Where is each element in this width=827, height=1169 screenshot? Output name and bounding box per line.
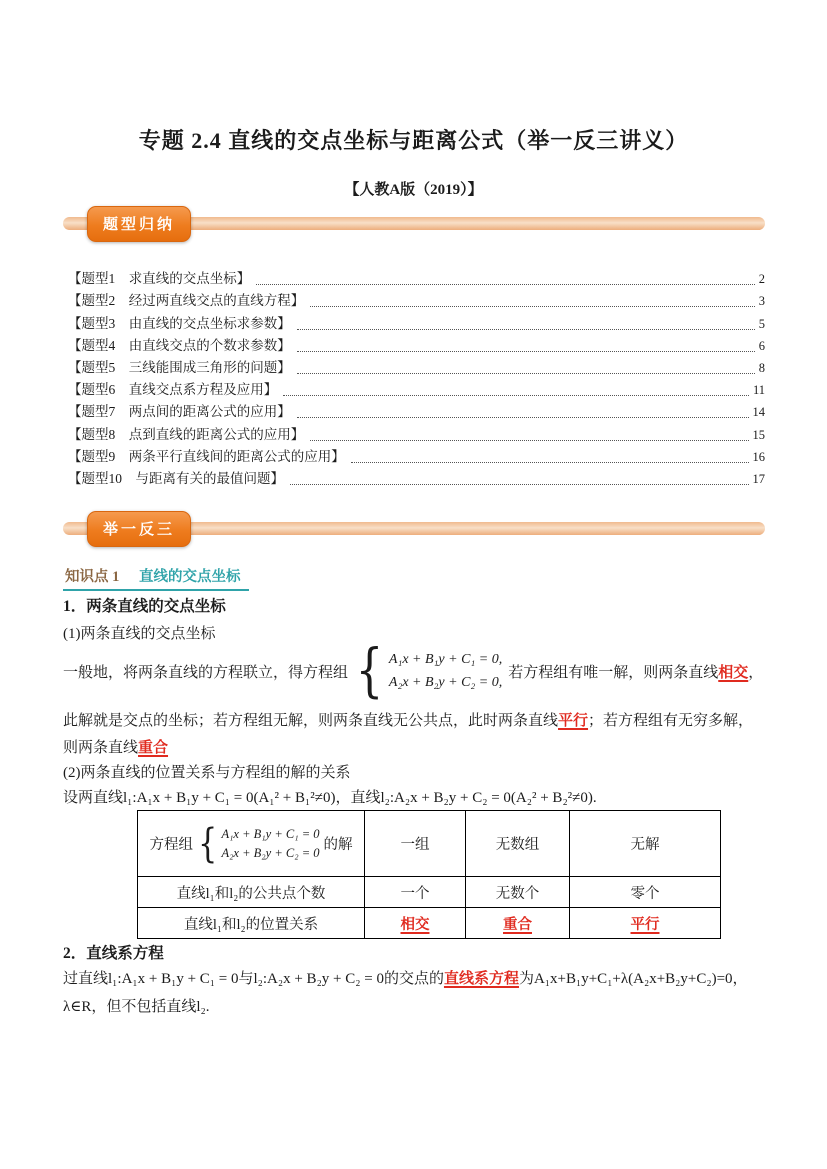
toc-dot-leader (283, 383, 749, 396)
toc-dot-leader (256, 272, 755, 285)
equation-1: A₁x + B₁y + C₁ = 0 (221, 826, 320, 841)
paragraph-1: (1)两条直线的交点坐标 (63, 626, 216, 642)
toc-page-number: 11 (752, 383, 765, 398)
toc-label: 【题型3 由直线的交点坐标求参数】 (68, 315, 291, 331)
table-cell-label: 直线l₁和l₂的公共点个数 (138, 877, 365, 908)
toc-label: 【题型6 直线交点系方程及应用】 (68, 382, 278, 398)
toc-page-number: 5 (758, 316, 765, 331)
highlight-parallel: 平行 (558, 713, 589, 729)
table-cell-system (138, 811, 365, 877)
table-cell (570, 908, 721, 939)
table-row (138, 811, 721, 877)
toc-label: 【题型8 点到直线的距离公式的应用】 (68, 426, 305, 442)
table-cell (365, 908, 466, 939)
highlight-intersect: 相交 (718, 664, 749, 681)
toc-page-number: 14 (752, 405, 765, 420)
toc-label: 【题型10 与距离有关的最值问题】 (68, 470, 284, 486)
table-of-contents (68, 267, 765, 489)
equation-2: A₂x + B₂y + C₂ = 0 (221, 845, 320, 860)
system-post-text: 的解 (323, 837, 353, 853)
toc-dot-leader (310, 428, 748, 441)
toc-page-number: 2 (758, 272, 765, 287)
table-cell: 无解 (570, 811, 721, 877)
system-cell-content (142, 820, 360, 867)
toc-dot-leader (297, 361, 755, 374)
paragraph-3-text-b: ；若方程组有无穷多解， (588, 713, 754, 729)
paragraph-3-line1 (63, 711, 823, 731)
toc-row (68, 311, 765, 333)
toc-dot-leader (297, 405, 749, 418)
system-equation-line (63, 636, 823, 706)
paragraph-3-text-c: 则两条直线 (63, 740, 139, 756)
equation-stack (389, 652, 502, 691)
knowledge-point-header (63, 565, 249, 591)
toc-page-number: 16 (752, 449, 765, 464)
toc-row (68, 267, 765, 289)
table-row (138, 877, 721, 908)
equation-2: A₂x + B₂y + C₂ = 0, (388, 674, 503, 690)
toc-row (68, 356, 765, 378)
toc-row (68, 445, 765, 467)
toc-label: 【题型4 由直线交点的个数求参数】 (68, 337, 291, 353)
knowledge-point-title: 直线的交点坐标 (139, 569, 241, 585)
formula-text-end: ， (748, 664, 764, 681)
relation-table (137, 810, 721, 939)
toc-page-number: 17 (752, 471, 765, 486)
subsection-2-title: 2．直线系方程 (63, 945, 164, 962)
highlight-line-family: 直线系方程 (443, 971, 519, 987)
left-brace-glyph: { (355, 636, 384, 705)
toc-page-number: 6 (758, 338, 765, 353)
types-summary-badge: 题型归纳 (87, 206, 191, 242)
practice-badge: 举一反三 (87, 511, 191, 547)
table-cell: 一个 (365, 877, 466, 908)
section2-paragraph-line2: λ∈R，但不包括直线l₂. (63, 999, 210, 1015)
toc-row (68, 378, 765, 400)
toc-row (68, 289, 765, 311)
table-cell: 无数组 (466, 811, 570, 877)
equation-stack (221, 827, 319, 861)
formula-text-mid: 若方程组有唯一解，则两条直线 (508, 664, 719, 681)
section2-paragraph-line1 (63, 969, 823, 989)
table-cell (466, 908, 570, 939)
table-cell: 一组 (365, 811, 466, 877)
toc-row (68, 422, 765, 444)
paragraph-5: 设两直线l₁:A₁x + B₁y + C₁ = 0(A₁² + B₁²≠0)，直线l₂:A₂x + B₂y + C₂ = 0(A₂² + B₂²≠0). (63, 790, 597, 806)
table-cell: 零个 (570, 877, 721, 908)
toc-row (68, 334, 765, 356)
highlight-coincide: 重合 (138, 740, 169, 756)
toc-page-number: 8 (758, 360, 765, 375)
toc-page-number: 15 (752, 427, 765, 442)
section-banner-practice (63, 511, 765, 547)
toc-dot-leader (351, 450, 749, 463)
highlight-coincide: 重合 (503, 916, 532, 933)
doc-title: 专题 2.4 直线的交点坐标与距离公式（举一反三讲义） (138, 128, 689, 153)
section2-text-a: 过直线l₁:A₁x + B₁y + C₁ = 0与l₂:A₂x + B₂y + C₂ = 0的交点的 (63, 971, 444, 987)
paragraph-3-line2 (63, 738, 823, 758)
table-cell: 无数个 (466, 877, 570, 908)
toc-label: 【题型5 三线能围成三角形的问题】 (68, 359, 291, 375)
toc-label: 【题型9 两条平行直线间的距离公式的应用】 (68, 448, 345, 464)
formula-text-pre: 一般地，将两条直线的方程联立，得方程组 (63, 664, 349, 681)
subsection-1-title: 1．两条直线的交点坐标 (63, 598, 226, 615)
highlight-intersect: 相交 (400, 916, 430, 933)
toc-label: 【题型2 经过两直线交点的直线方程】 (68, 293, 305, 309)
toc-row (68, 467, 765, 489)
section-banner-types (63, 206, 765, 242)
table-cell-label: 直线l₁和l₂的位置关系 (138, 908, 365, 939)
highlight-parallel: 平行 (630, 916, 660, 933)
toc-page-number: 3 (758, 294, 765, 309)
equation-1: A₁x + B₁y + C₁ = 0, (388, 651, 503, 667)
paragraph-4: (2)两条直线的位置关系与方程组的解的关系 (63, 765, 351, 781)
toc-label: 【题型1 求直线的交点坐标】 (68, 271, 251, 287)
toc-dot-leader (290, 472, 749, 485)
paragraph-3-text-a: 此解就是交点的坐标；若方程组无解，则两条直线无公共点，此时两条直线 (63, 713, 559, 729)
section2-text-b: 为A₁x+B₁y+C₁+λ(A₂x+B₂y+C₂)=0， (518, 971, 748, 987)
doc-subtitle: 【人教A版（2019）】 (344, 182, 483, 198)
toc-label: 【题型7 两点间的距离公式的应用】 (68, 404, 291, 420)
knowledge-point-label: 知识点 1 (65, 569, 120, 585)
system-pre-text: 方程组 (149, 837, 193, 853)
toc-dot-leader (310, 294, 755, 307)
toc-dot-leader (297, 339, 755, 352)
toc-row (68, 400, 765, 422)
table-row (138, 908, 721, 939)
toc-dot-leader (297, 317, 755, 330)
left-brace-glyph: { (198, 820, 218, 867)
